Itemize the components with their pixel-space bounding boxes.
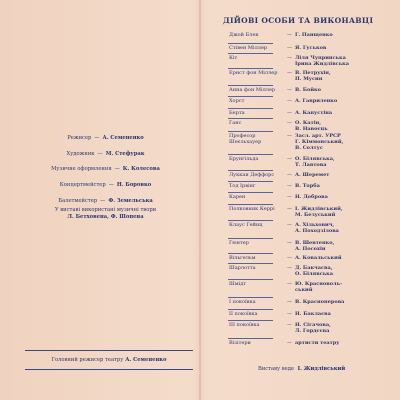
cast-actors [295,312,331,318]
actor-name: А. Хільхович, [295,222,335,228]
actor-name: Ю. Красноволь- [295,281,343,287]
actor-name: Г. Кіммонський, [295,138,344,145]
cast-actors [295,184,320,190]
dash: — [287,133,292,139]
cast-actors [295,121,328,133]
cast-actors [295,157,335,169]
credits-block [18,136,193,220]
row-separator [228,53,273,54]
cast-actors [295,134,343,151]
actor-name: ський [295,286,313,293]
actor-name: Засл. арт. УРСР [295,133,341,139]
actor-name: Л. Гордєєва [295,327,330,334]
cast-role: ІІІ покоївка [229,322,260,328]
cast-role: Клаус Гейнц [229,222,263,228]
chief-director-box [25,350,193,370]
cast-actors [295,207,343,219]
row-separator [228,238,273,239]
cast-row [225,282,395,294]
cast-actors [295,56,349,68]
row-separator [228,263,273,264]
dash: — [287,340,292,346]
cast-role: Луккан Деффорс [229,172,275,178]
actor-name: Д. Бакчасва, [295,265,333,271]
dash: — [287,311,292,317]
cast-row [225,134,395,151]
row-separator [228,253,273,254]
cast-actors [295,71,331,83]
credit-role: Балетмейстер [58,197,98,204]
actor-name: В. Бойко [295,87,321,93]
row-separator [228,43,273,44]
dash: — [287,255,292,261]
dash: — [114,166,120,173]
chief-director-name: А. Семененко [125,357,167,363]
actor-name: О. Білявська [295,270,333,277]
dash: — [287,32,292,38]
actor-name: В. Навоєць [295,125,328,132]
cast-row [225,195,395,201]
cast-row [225,71,395,83]
cast-row [225,173,395,179]
cast-row [225,157,395,169]
actor-name: Ліля Чупринська [295,55,346,61]
actor-name: В. Красноперова [295,299,345,305]
row-separator [228,309,273,310]
cast-role: Гюнтер [229,240,249,246]
cast-actors [295,282,342,294]
cast-actors [295,341,339,347]
row-separator [228,320,273,321]
music-note-line: У виставі використані музичні твори [54,206,157,213]
credit-name: Н. Боровко [116,182,152,189]
row-separator [228,170,273,171]
actor-name: А. Посохін [295,245,326,252]
actor-name: Н. Баклаєва [295,311,331,317]
actor-name: Н. Сігачова, [295,322,331,328]
cast-row [225,241,395,253]
cast-role: Полковник Керрі [229,206,275,212]
dash: — [100,197,106,204]
cast-role: Карен [229,194,246,200]
actor-name: В. Торба [295,183,320,189]
dash: — [287,55,292,61]
cast-row [225,256,395,262]
cast-actors [295,111,332,117]
actor-name: В. Солтус [295,144,323,151]
dash: — [287,299,292,305]
row-separator [228,108,273,109]
cast-row [225,56,395,68]
stage-manager-line [258,366,345,372]
row-separator [228,154,273,155]
cast-row [225,88,395,94]
actor-name: О. Білявська, [295,156,335,162]
actor-name: артисти театру [295,340,340,346]
cast-row [225,323,395,335]
row-separator [228,118,273,119]
dash: — [287,281,292,287]
credit-name: М. Стефурак [105,150,145,157]
row-separator [228,131,273,132]
dash: — [287,172,292,178]
credit-music [18,167,193,172]
credit-choreographer [18,199,193,204]
actor-name: В. Петрухін, [295,70,331,76]
cast-row [225,111,395,117]
cast-role: Хорст [229,98,245,104]
cast-actors [295,223,339,235]
cast-actors [295,266,333,278]
dash: — [287,156,292,162]
dash: — [287,322,292,328]
row-separator [228,279,273,280]
cast-row [225,341,395,347]
actor-name: Г. Панщенко [295,32,333,38]
stage-manager-label: Виставу веде [258,366,295,372]
cast-role: Шмідт [229,281,247,287]
cast-row [225,46,395,52]
cast-row [225,300,395,306]
dash: — [287,183,292,189]
dash: — [287,110,292,116]
dash: — [287,87,292,93]
cast-role: Кіт [229,55,238,61]
chief-director-label: Головний режисер театру [51,357,124,363]
cast-row [225,33,395,39]
dash: — [287,45,292,51]
dash: — [287,240,292,246]
dash: — [287,206,292,212]
credit-name: К. Колесова [122,166,160,173]
actor-name: Т. Лавтова [295,161,327,168]
dash: — [94,135,100,141]
dash: — [108,182,114,189]
cast-actors [295,88,321,94]
row-separator [228,68,273,69]
stage-manager-name: І. Жидлівський [297,366,346,372]
credit-role: Концертмейстер [59,182,106,189]
cast-actors [295,46,326,52]
cast-role: Тод Ірвінг [229,183,256,189]
cast-actors [295,33,333,39]
cast-role: Анна фон Міллер [229,87,276,93]
actor-name: А. Походзілова [295,227,339,234]
cast-role: Візітери [229,340,251,346]
dash: — [287,265,292,271]
credit-director [18,136,193,141]
cast-actors [295,323,331,335]
cast-row [225,99,395,105]
actor-name: В. Шевтенко, [295,240,335,246]
actor-name: О. Катін, [295,120,322,126]
credit-name: А. Семененко [102,135,144,141]
cast-role: Шарлотта [229,265,256,271]
cast-actors [295,195,328,201]
cast-role: Брунгільда [229,156,259,162]
row-separator [228,297,273,298]
page-fold [199,0,201,400]
row-separator [228,96,273,97]
cast-actors [295,173,329,179]
cast-row [225,223,395,235]
cast-title: ДІЙОВІ ОСОБИ ТА ВИКОНАВЦІ [223,16,374,25]
cast-actors [295,300,344,306]
cast-row [225,207,395,219]
cast-role: Професор Шеєльхауер [229,133,262,145]
cast-row [225,312,395,318]
credit-role: Художник [66,150,95,157]
credit-role: Музичне оформлення [51,166,112,173]
actor-name: А. Капустіна [295,110,333,116]
credit-accompanist [18,183,193,188]
row-separator [228,85,273,86]
cast-row [225,266,395,278]
cast-role: Вільгельм [229,255,256,261]
actor-name: Я. Гуськов [295,45,327,51]
actor-name: Ірина Жидлівська [295,60,349,67]
cast-row [225,184,395,190]
cast-role: Ернст фон Міллер [229,70,278,76]
row-separator [228,181,273,182]
actor-name: А. Шеремет [295,172,330,178]
row-separator [228,220,273,221]
credit-name: Ф. Земельська [108,197,153,204]
actor-name: А. Ковальський [295,255,342,261]
cast-actors [295,256,342,262]
cast-role: Стівен Міллер [229,45,268,51]
row-separator [228,204,273,205]
music-composers: Л. Бетховена, Ф. Шопена [67,213,144,220]
cast-role: І покоївка [229,299,256,305]
credit-role: Режисер [67,135,92,141]
actor-name: М. Безуський [295,211,336,218]
actor-name: І. Жидлівський, [295,206,343,212]
credit-artist [18,152,193,157]
dash: — [287,70,292,76]
cast-actors [295,241,334,253]
dash: — [287,98,292,104]
dash: — [97,150,103,157]
actor-name: А. Гавриленко [295,98,338,104]
row-separator [228,192,273,193]
row-separator [228,338,273,339]
cast-role: Ганс [229,120,242,126]
dash: — [287,194,292,200]
cast-role: Берта [229,110,245,116]
cast-role: Джой Блек [229,32,259,38]
actor-name: Н. Доброва [295,194,328,200]
actor-name: П. Мусин [295,75,323,82]
dash: — [287,120,292,126]
dash: — [287,222,292,228]
cast-role: ІІ покоївка [229,311,258,317]
music-note [18,208,193,220]
cast-actors [295,99,337,105]
